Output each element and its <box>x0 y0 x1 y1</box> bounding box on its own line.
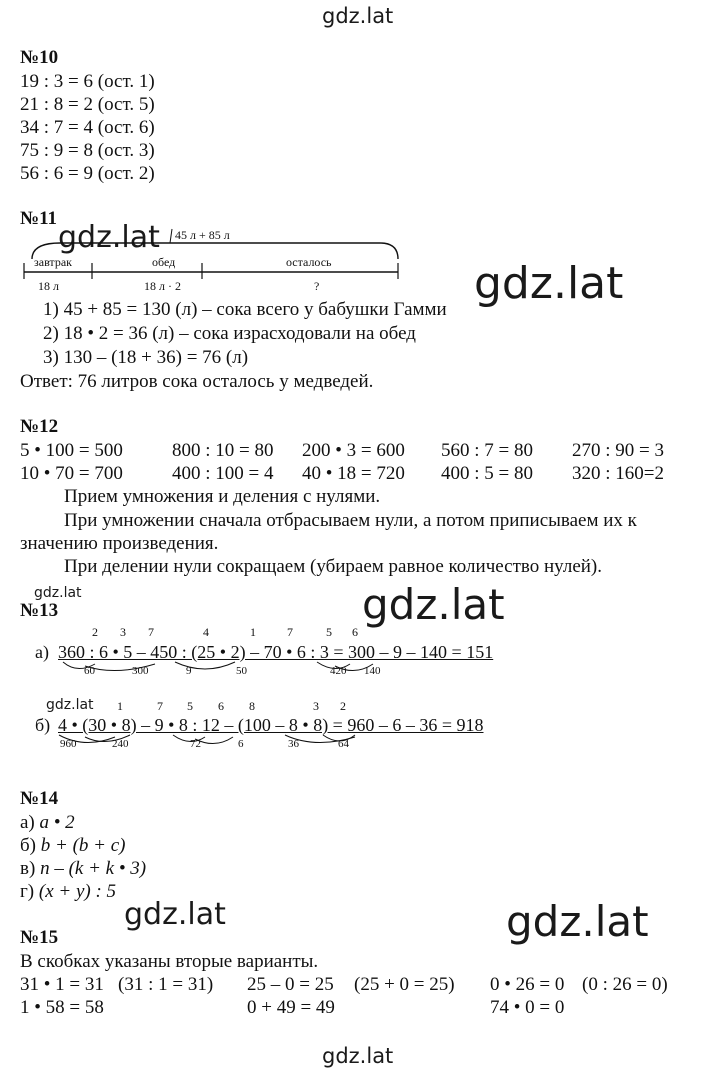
task-10-title: №10 <box>20 47 59 68</box>
order-number: 5 <box>326 625 332 639</box>
task-10-line: 19 : 3 = 6 (ост. 1) <box>20 71 155 92</box>
item-label: г) <box>20 881 39 902</box>
task-15-expr: 31 • 1 = 31 <box>20 974 104 995</box>
item-label: б) <box>20 835 41 856</box>
task-11-step: 1) 45 + 85 = 130 (л) – сока всего у бабушки Гамми <box>43 299 447 320</box>
task-14-item <box>20 880 116 903</box>
task-15-expr: 74 • 0 = 0 <box>490 997 565 1018</box>
item-expression: n – (k + k • 3) <box>40 858 147 879</box>
partial-result: 300 <box>132 665 149 677</box>
partial-result: 240 <box>112 738 129 750</box>
order-number: 7 <box>157 699 163 713</box>
diagram-bottom-lunch: 18 л · 2 <box>144 279 181 293</box>
order-number: 6 <box>352 625 358 639</box>
task-11-step: 2) 18 • 2 = 36 (л) – сока израсходовали на обед <box>43 323 416 344</box>
task-10-line: 21 : 8 = 2 (ост. 5) <box>20 94 155 115</box>
task-13a-expression: 360 : 6 • 5 – 450 : (25 • 2) – 70 • 6 : 3 = 300 – 9 – 140 = 151 <box>58 642 494 662</box>
order-number: 5 <box>187 699 193 713</box>
task-14-item <box>20 834 125 857</box>
item-expression: a • 2 <box>39 812 75 833</box>
order-number: 6 <box>218 699 224 713</box>
task-15-expr: 0 • 26 = 0 <box>490 974 565 995</box>
task-15-alt: (31 : 1 = 31) <box>118 974 214 995</box>
order-number: 8 <box>249 699 255 713</box>
watermark-small-n13b: gdz.lat <box>46 697 94 713</box>
task-15-expr: 0 + 49 = 49 <box>247 997 335 1018</box>
task-10-line: 75 : 9 = 8 (ост. 3) <box>20 140 155 161</box>
task-12-expr: 10 • 70 = 700 <box>20 463 123 484</box>
task-11-title: №11 <box>20 208 58 229</box>
task-14-item <box>20 857 146 880</box>
task-13b-arcs <box>55 733 375 749</box>
diagram-top-label: 45 л + 85 л <box>175 228 230 242</box>
diagram-segment-lunch: обед <box>152 255 176 269</box>
task-12-expr: 5 • 100 = 500 <box>20 440 123 461</box>
partial-result: 960 <box>60 738 77 750</box>
partial-result: 9 <box>186 665 192 677</box>
task-12-expr: 320 : 160=2 <box>572 463 664 484</box>
partial-result: 60 <box>84 665 95 677</box>
task-15-title: №15 <box>20 927 59 948</box>
task-10-line: 34 : 7 = 4 (ост. 6) <box>20 117 155 138</box>
watermark-large-right: gdz.lat <box>474 258 624 309</box>
task-12-expr: 40 • 18 = 720 <box>302 463 405 484</box>
watermark-bottom: gdz.lat <box>322 1044 394 1068</box>
order-number: 1 <box>250 625 256 639</box>
task-13b-expression: 4 • (30 • 8) – 9 • 8 : 12 – (100 – 8 • 8) = 960 – 6 – 36 = 918 <box>58 715 484 735</box>
task-12-expr: 200 • 3 = 600 <box>302 440 405 461</box>
task-15-alt: (25 + 0 = 25) <box>354 974 455 995</box>
watermark-diagram: gdz.lat <box>58 220 160 255</box>
task-12-expr: 800 : 10 = 80 <box>172 440 274 461</box>
task-15-expr: 25 – 0 = 25 <box>247 974 334 995</box>
order-number: 2 <box>92 625 98 639</box>
task-12-expr: 400 : 100 = 4 <box>172 463 274 484</box>
order-number: 2 <box>340 699 346 713</box>
task-12-paragraph: значению произведения. <box>20 533 219 554</box>
item-expression: b + (b + c) <box>40 835 126 856</box>
order-number: 3 <box>120 625 126 639</box>
task-12-paragraph: При умножении сначала отбрасываем нули, а потом приписываем их к <box>64 510 637 531</box>
watermark-mid-n15: gdz.lat <box>124 897 226 932</box>
task-11-step: 3) 130 – (18 + 36) = 76 (л) <box>43 347 249 368</box>
task-12-paragraph: Прием умножения и деления с нулями. <box>64 486 381 507</box>
task-12-paragraph: При делении нули сокращаем (убираем равное количество нулей). <box>64 556 602 577</box>
task-10-line: 56 : 6 = 9 (ост. 2) <box>20 163 155 184</box>
order-number: 7 <box>287 625 293 639</box>
partial-result: 50 <box>236 665 247 677</box>
diagram-bottom-remaining: ? <box>314 279 320 293</box>
partial-result: 72 <box>190 738 201 750</box>
watermark-large-n13: gdz.lat <box>362 580 505 629</box>
task-15-alt: (0 : 26 = 0) <box>582 974 668 995</box>
order-number: 4 <box>203 625 209 639</box>
task-11-answer: Ответ: 76 литров сока осталось у медведей. <box>20 371 374 392</box>
task-15-intro: В скобках указаны вторые варианты. <box>20 951 319 972</box>
task-14-item <box>20 811 75 834</box>
watermark-small-n13: gdz.lat <box>34 585 82 601</box>
task-12-expr: 560 : 7 = 80 <box>441 440 533 461</box>
watermark-large-n15: gdz.lat <box>506 897 649 946</box>
task-12-expr: 270 : 90 = 3 <box>572 440 664 461</box>
partial-result: 6 <box>238 738 244 750</box>
task-12-expr: 400 : 5 = 80 <box>441 463 533 484</box>
order-number: 3 <box>313 699 319 713</box>
task-14-title: №14 <box>20 788 59 809</box>
task-13a-prefix: а) <box>35 642 49 662</box>
diagram-segment-breakfast: завтрак <box>34 255 72 269</box>
task-13-title: №13 <box>20 600 59 621</box>
partial-result: 140 <box>364 665 381 677</box>
task-15-expr: 1 • 58 = 58 <box>20 997 104 1018</box>
partial-result: 36 <box>288 738 299 750</box>
item-expression: (x + y) : 5 <box>38 881 117 902</box>
order-number: 1 <box>117 699 123 713</box>
diagram-segment-remaining: осталось <box>286 255 332 269</box>
task-12-title: №12 <box>20 416 59 437</box>
item-label: а) <box>20 812 40 833</box>
watermark-top: gdz.lat <box>322 4 394 28</box>
diagram-bottom-breakfast: 18 л <box>38 279 59 293</box>
task-13b-prefix: б) <box>35 715 51 735</box>
partial-result: 420 <box>330 665 347 677</box>
partial-result: 64 <box>338 738 349 750</box>
order-number: 7 <box>148 625 154 639</box>
item-label: в) <box>20 858 41 879</box>
